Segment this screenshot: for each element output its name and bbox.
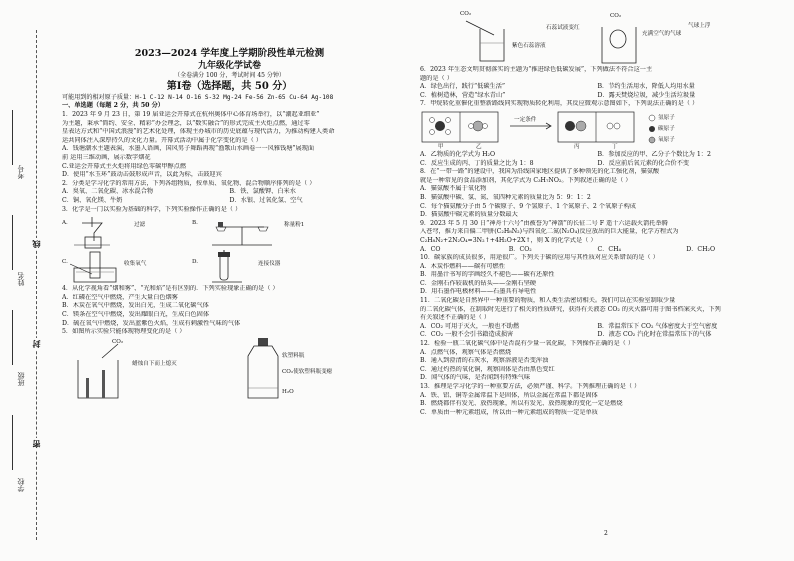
q11-line: 11．二氧化碳是自然界中一种重要的物质，和人类生活密切相关。我们可以在实验室制取少量 <box>420 297 676 305</box>
q7-condition: 一定条件 <box>514 116 537 123</box>
q7-option-d: D．反应前后氧元素的化合价不变 <box>597 159 690 167</box>
balance-scale-icon <box>202 215 282 249</box>
q5-caption-2: CO₂使软塑料瓶变瘪 <box>282 368 333 375</box>
q3-label-b: B. <box>192 220 198 227</box>
q13-option-a: A．铁、铝、铜等金属常温下是固体，所以金属在常温下都是固体 <box>420 391 598 399</box>
question-9 <box>420 220 775 254</box>
exam-note: （全卷满分 100 分，考试时间 45 分钟） <box>174 72 285 79</box>
q5-figures-continued <box>420 11 775 65</box>
question-3 <box>62 206 397 285</box>
q7-stem: 7．甲烷转化重催化重整新路线同实现物质转化利用，其反应微观示意图如下，下列说法正确的是（ ） <box>420 100 699 108</box>
q5-balloon-label: 充满空气的气球 <box>642 31 682 37</box>
q11-option-d: D．液态 CO₂ 汽化时在常温常压下的气体 <box>597 331 712 339</box>
question-12 <box>420 340 775 383</box>
q11-option-a: A．CO₂ 可用于灭火，一般也不助燃 <box>420 322 520 330</box>
q4-option-c: C．镁条在空气中燃烧，发出耀眼白光，生成白色固体 <box>62 310 210 318</box>
margin-label-exam-number: 考号 <box>17 165 25 179</box>
atomic-masses: 可能用到的相对原子质量：H-1 C-12 N-14 O-16 S-32 Mg-24 Fe-56 Zn-65 Cu-64 Ag-108 <box>62 94 334 101</box>
q9-option-b: B．CO₂ <box>508 245 532 253</box>
q5-co2-label-3: CO₂ <box>610 13 622 19</box>
q1-line: 运共同体注入深厚持久的文化力量。开幕式活动中属于化学变化的是（ ） <box>62 136 262 144</box>
q4-option-d: D．硫在氧气中燃烧，发出蓝紫色火焰，生成有刺激性气味的气体 <box>62 319 241 327</box>
question-7 <box>420 100 775 168</box>
q9-option-c: C．CH₄ <box>597 245 622 253</box>
q7-label-yi: 乙 <box>476 143 482 150</box>
q9-option-d: D．CH₂O <box>686 245 716 253</box>
q7-label-bing: 丙 <box>574 143 580 150</box>
exam-title: 2023—2024 学年度上学期阶段性单元检测 <box>134 48 325 59</box>
q2-option-d: D．水银、过氧化氢、空气 <box>229 196 303 204</box>
q3-stem: 3．化学是一门以实验为基础的科学，下列实验操作正确的是（ ） <box>62 205 242 213</box>
q5-litmus-label: 紫色石蕊溶液 <box>512 43 546 49</box>
q3-label-a: A. <box>62 220 68 227</box>
q7-label-jia: 甲 <box>438 143 444 150</box>
legend-oxygen: 氧原子 <box>658 136 675 143</box>
q5-stem: 5．如图所示实验只能体现物理变化的是（ ） <box>62 328 186 336</box>
q10-option-d: D．用石墨作电极材料——石墨具有导电性 <box>420 288 537 296</box>
q9-line: C₂H₈N₂+2N₂O₄=3N₂↑+4H₂O+2X↑，则 X 的化学式是（ ） <box>420 236 597 244</box>
q11-line: 的二氧化碳气体，在制取时先进行了相关的性质研究，获得有关液态 CO₂ 的灭火器可用于图书档案灭火，下列 <box>420 305 721 313</box>
margin-blank-class <box>12 310 13 365</box>
q8-line: 就是一种常见的食品添加剂，其化学式为 C₃H₇NO₂。下列叙述正确的是（ ） <box>420 176 632 184</box>
q3-figures-row2 <box>62 250 397 284</box>
q2-stem: 2．分类是学习化学的常用方法，下列各组物质，按单质、氧化物、混合物顺序排列的是（ ） <box>62 179 316 187</box>
question-1 <box>62 111 397 180</box>
exam-subtitle: 九年级化学试卷 <box>197 61 261 71</box>
q1-option: D．使用“水玉环”鼓动击鼓形成声音，以此为标，击鼓迎宾 <box>62 171 222 179</box>
q13-option-c: C．单质由一种元素组成，所以由一种元素组成的物质一定是单质 <box>420 408 598 416</box>
q10-stem: 10．碳家族的成员很多，用途很广。下列关于碳的应用与其性质对应关系错误的是（ ） <box>420 254 659 262</box>
question-6 <box>420 66 775 100</box>
q8-option-a: A．猫氨酸不属于氧化物 <box>420 185 487 193</box>
question-2 <box>62 180 397 206</box>
q6-option-c: C．植树造林，营造“绿水青山” <box>420 91 506 99</box>
part-title: 一、单选题（每题 2 分，共 50 分） <box>62 102 164 110</box>
q10-option-c: C．金刚石作较裁机的钻头——金刚石坚硬 <box>420 279 537 287</box>
section-title: 第Ⅰ卷（选择题，共 50 分） <box>166 81 293 92</box>
q3-label-d: D. <box>192 259 199 266</box>
beaker-candles-icon <box>72 338 142 402</box>
q4-option-a: A．红磷在空气中燃烧，产生大量白色烟雾 <box>62 293 178 301</box>
q12-option-d: D．闻气体的气味，是否闻到有特殊气味 <box>420 374 531 382</box>
q4-option-b: B．木炭在氧气中燃烧，发出白光，生成二氧化碳气体 <box>62 302 209 310</box>
seal-word-secret: 密 <box>31 440 41 448</box>
q12-option-a: A．点燃气体，观察气体是否燃烧 <box>420 348 512 356</box>
legend-carbon: 碳原子 <box>658 125 675 132</box>
q7-diagram <box>420 110 775 150</box>
q10-option-a: A．木炭作燃料——碳有可燃性 <box>420 262 505 270</box>
question-8 <box>420 168 775 220</box>
margin-blank-exam-number <box>12 110 13 165</box>
funnel-filter-icon <box>70 215 130 249</box>
q7-label-ding: 丁 <box>612 143 618 150</box>
margin-blank-school <box>12 415 13 470</box>
margin-label-name: 姓名 <box>17 272 25 286</box>
page-number: 2 <box>604 530 608 537</box>
q7-option-c: C．反应生成的丙、丁的质量之比为 1：8 <box>420 159 534 167</box>
q2-option-c: C．铜、氧化镁、牛奶 <box>62 196 123 204</box>
q5-co2-label-2: CO₂ <box>460 11 472 17</box>
q7-option-a: A．乙物质的化学式为 H₂O <box>420 150 496 158</box>
q2-option-b: B．铁、氯酸钾、白米水 <box>229 188 296 196</box>
question-10 <box>420 254 775 297</box>
left-column <box>62 48 397 403</box>
q8-option-d: D．猫氨酸中碳元素的质量分数最大 <box>420 211 518 219</box>
q5-bottle-label: 软塑料瓶 <box>282 352 305 359</box>
q7-option-b: B．参加反应的甲、乙分子个数比为 1：2 <box>597 150 711 158</box>
q8-option-b: B．猫氨酸中碳、氢、氮、氧四种元素的质量比为 5：9：1：2 <box>420 193 591 201</box>
q6-option-a: A．绿色出行，践行“低碳生活” <box>420 83 506 91</box>
litmus-beaker-icon <box>460 11 520 65</box>
q1-line: 1．2023 年 9 月 23 日，第 19 届亚运会开幕式在杭州奥体中心体育场举行，以“潮起亚细亚” <box>62 111 320 118</box>
test-tube-stopper-icon <box>202 250 262 284</box>
question-11 <box>420 297 775 340</box>
q3-caption-a: 过滤 <box>134 222 146 229</box>
q8-line: 8．在“一带一路”的建设中，我国为沿线国家地区提供了多种领先的化工强化剂，猫氨酸 <box>420 168 660 176</box>
question-4 <box>62 285 397 337</box>
balloon-beaker-icon <box>596 11 656 65</box>
q6-option-d: D．露天焚烧垃圾，减少生活垃圾量 <box>597 91 696 99</box>
q5-caption-4: 气球上浮 <box>688 23 711 29</box>
seal-word-seal: 封 <box>31 340 41 348</box>
q1-option: A．钱塘潮水主题表演，水墨人语画，国风男子舞蹈再现“渔歌山水画卷一一风雅钱塘”展现面 <box>62 145 315 153</box>
q3-caption-c: 收集氧气 <box>124 261 147 268</box>
q10-option-b: B．用墨汁书写的字画经久不褪色——碳有还原性 <box>420 271 555 279</box>
q4-stem: 4．从化学视角看“烟和雾”、“光和焰”是有区别的．下列实验现象正确的是（ ） <box>62 285 279 293</box>
q5-figures <box>62 338 397 402</box>
q9-line: 9．2023 年 5 月 30 日“神舟十六号”由被誉为“神箭”的长征二号 F 遥十六运载火箭托举腾 <box>420 219 668 227</box>
q5-water-label: H₂O <box>282 388 294 395</box>
q1-option: 前 运用三维动画，展示数字烟花 <box>62 153 151 161</box>
question-13 <box>420 383 775 417</box>
q5-co2-label-1: CO₂ <box>112 338 124 345</box>
binding-margin <box>0 0 58 561</box>
q11-option-b: B．常温常压下 CO₂ 气体密度大于空气密度 <box>597 322 718 330</box>
q13-stem: 13．推理是学习化学的一种重要方法，必须严谨、科学。下列推理正确的是（ ） <box>420 383 641 390</box>
q1-option: C.亚运会开幕式主火炬将用绿色零碳甲醇点燃 <box>62 162 187 170</box>
q3-caption-b: 称量粉1 <box>284 222 305 229</box>
q2-option-a: A．臭氧、二氧化碳、冰水混合物 <box>62 188 154 196</box>
margin-label-school: 学校 <box>17 478 25 492</box>
q13-option-b: B．燃烧都伴有发光、放热现象，所以有发光、放热现象的变化一定是燃烧 <box>420 400 623 408</box>
q6-line: 题的是（ ） <box>420 74 453 82</box>
q5-caption-1: 蜡烛自下而上熄灭 <box>132 360 177 367</box>
q3-label-c: C. <box>62 259 68 266</box>
q9-option-a: A．CO <box>420 245 441 253</box>
q11-option-c: C．CO₂ 一般不会引书籍造成损害 <box>420 331 514 339</box>
q11-line: 有关叙述不正确的是（ ） <box>420 314 491 322</box>
legend-hydrogen: 氢原子 <box>658 114 675 121</box>
q3-figures-row1 <box>62 215 397 249</box>
q12-stem: 12．检验一瓶二氧化碳气体中是否混有少量一氧化碳，下列操作正确的是（ ） <box>420 340 635 348</box>
q12-option-b: B．通入到澄清的石灰水，观察溶液是否变浑浊 <box>420 357 549 365</box>
q9-line: 入苍穹，推力来自偏二甲肼(C₂H₈N₂)与四氧化二氮(N₂O₄)反应放出的巨大能量，化学方程式为 <box>420 228 679 236</box>
q1-line: 为主题，秉承“简约、安全、精彩”办会理念，以“数实融合”的形式完成主火炬点燃，通过零 <box>62 119 310 127</box>
seal-line <box>36 30 37 540</box>
margin-blank-name <box>12 215 13 270</box>
q8-option-c: C．每个猫氨酸分子由 5 个碳原子、9 个氢原子、1 个氮原子、2 个氧原子构成 <box>420 202 636 210</box>
q6-line: 6．2023 年生态文明贯彻落实的主题为“推进绿色低碳发展”，下列做法不符合这一主 <box>420 66 653 73</box>
q12-option-c: C．通过灼热的氧化铜，观察固体是否由黑色变红 <box>420 365 555 373</box>
reaction-diagram-icon <box>420 110 720 150</box>
q6-option-b: B．节约生活用水，降低人均用水量 <box>597 83 695 91</box>
q3-caption-d: 连接仪器 <box>258 261 281 268</box>
right-column <box>420 66 775 417</box>
q1-line: 星表达方式和“中国式浪漫”的艺术化处理，体现主办城市的历史底蕴与现代活力，为推动构建人类命 <box>62 128 335 136</box>
q5-caption-3: 石蕊试液变红 <box>546 25 580 31</box>
margin-label-class: 班级 <box>17 372 25 386</box>
seal-word-line: 线 <box>31 240 41 248</box>
